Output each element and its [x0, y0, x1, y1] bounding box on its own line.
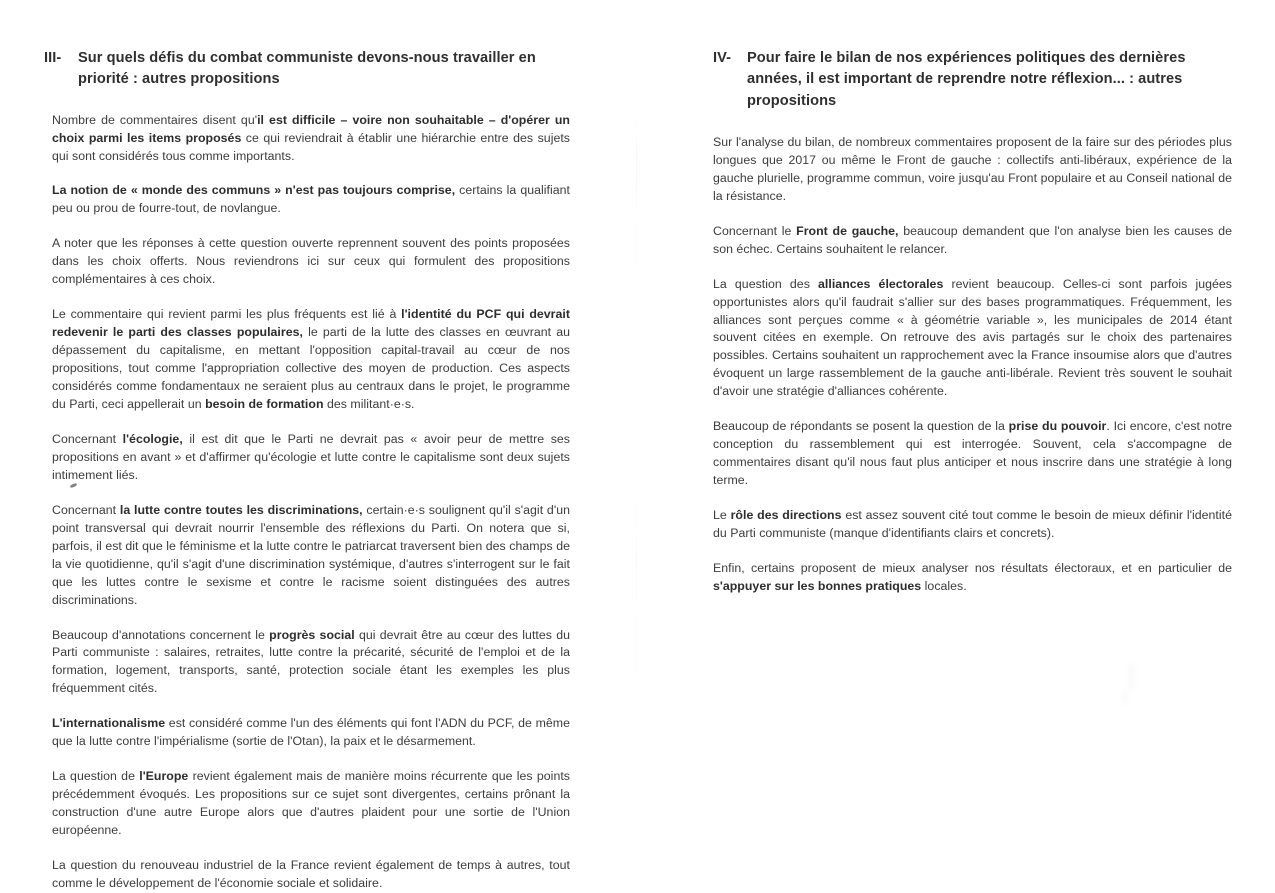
- text-run: ce qui reviendrait à établir une hiérarchie entre des sujets qui sont considérés tous comme importants.: [52, 130, 570, 163]
- paragraph: [52, 502, 570, 610]
- text-run: locales.: [921, 578, 967, 593]
- paragraph: [713, 418, 1232, 490]
- text-run: Sur l'analyse du bilan, de nombreux commentaires proposent de la faire sur des périodes plus longues que 2017 ou même le Front de gauche : collectifs anti-libéraux, expérience de la gauche plurielle, programme commun, voire jusqu'au Front populaire et au Conseil national de la résistance.: [713, 134, 1232, 203]
- text-run: Concernant: [52, 502, 120, 517]
- text-run: est considéré comme l'un des éléments qui font l'ADN du PCF, de même que la lutte contre l'impérialisme (sortie de l'Otan), la paix et le désarmement.: [52, 716, 570, 749]
- text-run: le parti de la lutte des classes en œuvrant au dépassement du capitalisme, en mettant l'opposition capital-travail au cœur de nos propositions, tout comme l'appropriation collective des moyen de production. Ces aspects considérés comme fondamentaux ne seraient plus au centraux dans le projet, le programme du Parti, ceci appellerait un: [52, 325, 570, 411]
- paragraph: [52, 715, 570, 751]
- section-number-iii: III-: [44, 50, 62, 66]
- text-run: Beaucoup de répondants se posent la question de la: [713, 419, 1009, 434]
- text-run: revient également mais de manière moins récurrente que les points précédemment évoqués. Les propositions sur ce sujet sont divergentes, certains prônant la construction d'une autre Europe alors que d'autres plaident pour une sortie de l'Union européenne.: [52, 769, 570, 838]
- paragraph: [713, 134, 1232, 206]
- text-run: Le commentaire qui revient parmi les plus fréquents est lié à: [52, 307, 402, 322]
- paragraph: [713, 276, 1232, 402]
- paragraph: [713, 223, 1232, 259]
- paragraph: [52, 431, 570, 485]
- scan-artifact-smudge: [1122, 690, 1127, 704]
- paragraph: [52, 627, 570, 699]
- emphasis-run: l'écologie,: [122, 431, 183, 446]
- text-run: est assez souvent cité tout comme le besoin de mieux définir l'identité du Parti communiste (manque d'identifiants clairs et concrets).: [713, 508, 1232, 541]
- emphasis-run: L'internationalisme: [52, 716, 166, 731]
- text-run: qui devrait être au cœur des luttes du Parti communiste : salaires, retraites, lutte contre la précarité, sécurité de l'emploi et de la formation, logement, transports, santé, protection sociale étant les exemples les plus fréquemment cités.: [52, 627, 570, 696]
- text-run: La question de: [52, 769, 140, 784]
- document-column-left: [44, 0, 570, 893]
- emphasis-run: besoin de formation: [205, 396, 324, 411]
- scan-artifact-smudge: [1128, 664, 1135, 690]
- paragraph: [52, 182, 570, 218]
- text-run: . Ici encore, c'est notre conception du rassemblement qui est interrogée. Souvent, cela s'accompagne de commentaires disant qu'il nous faut plus anticiper et nous inscrire dans une stratégie à long terme.: [713, 419, 1232, 488]
- text-run: Enfin, certains proposent de mieux analyser nos résultats électoraux, et en particulier de: [713, 561, 1232, 575]
- text-run: La question des: [713, 276, 819, 291]
- text-run: il est dit que le Parti ne devrait pas « avoir peur de mettre ses propositions en avant » et d'affirmer qu'écologie et lutte contre le capitalisme sont deux sujets intimement liés.: [52, 431, 570, 482]
- paragraph: [52, 306, 570, 414]
- emphasis-run: Front de gauche,: [796, 223, 899, 238]
- text-run: Le: [713, 508, 731, 523]
- emphasis-run: rôle des directions: [730, 508, 842, 523]
- text-run: des militant·e·s.: [323, 396, 415, 411]
- section-title-iii: Sur quels défis du combat communiste devons-nous travailler en priorité : autres propositions: [78, 50, 536, 88]
- text-run: Concernant: [52, 431, 123, 446]
- emphasis-run: progrès social: [269, 627, 355, 642]
- paragraph: [713, 507, 1232, 543]
- text-run: Nombre de commentaires disent qu': [52, 112, 258, 127]
- emphasis-run: l'identité du PCF qui devrait redevenir le parti des classes populaires,: [52, 307, 570, 340]
- text-run: beaucoup demandent que l'on analyse bien les causes de son échec. Certains souhaitent le relancer.: [713, 223, 1232, 256]
- paragraph: [713, 560, 1232, 596]
- text-run: Beaucoup d'annotations concernent le: [52, 627, 270, 642]
- paragraph: [52, 857, 570, 893]
- emphasis-run: alliances électorales: [818, 276, 944, 291]
- paragraph: [52, 112, 570, 166]
- scan-fold-line: [636, 0, 637, 775]
- emphasis-run: l'Europe: [139, 769, 189, 784]
- emphasis-run: La notion de « monde des communs » n'est pas toujours comprise,: [52, 183, 456, 198]
- emphasis-run: il est difficile – voire non souhaitable – d'opérer un choix parmi les items proposés: [52, 112, 570, 145]
- text-run: certain·e·s soulignent qu'il s'agit d'un point transversal qui devrait nourrir l'ensemble des réflexions du Parti. On notera que si, parfois, il est dit que le féminisme et la lutte contre le patriarcat traversent bien des champs de la vie quotidienne, qu'il s'agit d'une discrimination systémique, d'autres s'interrogent sur le fait que les luttes contre le sexisme et contre le racisme soient distinguées des autres discriminations.: [52, 502, 570, 607]
- paragraph: [52, 768, 570, 840]
- section-heading-iii: [44, 48, 570, 91]
- text-run: La question du renouveau industriel de la France revient également de temps à autres, tout comme le développement de l'économie sociale et solidaire.: [52, 858, 570, 890]
- emphasis-run: s'appuyer sur les bonnes pratiques: [713, 578, 922, 593]
- text-run: revient beaucoup. Celles-ci sont parfois jugées opportunistes alors qu'il faudrait s'allier sur des bases programmatiques. Fréquemment, les alliances sont perçues comme « à géométrie variable », les municipales de 2014 étant souvent citées en exemple. On retrouve des avis partagés sur le choix des partenaires possibles. Certains souhaitent un rapprochement avec la France insoumise alors que d'autres évoquent un large rassemblement de la gauche anti-libérale. Revient très souvent le souhait d'avoir une stratégie d'alliances cohérente.: [713, 276, 1232, 399]
- text-run: A noter que les réponses à cette question ouverte reprennent souvent des points proposées dans les choix offerts. Nous reviendrons ici sur ceux qui formulent des propositions complémentaires à ces choix.: [52, 236, 570, 287]
- document-column-right: [713, 0, 1232, 596]
- paragraph: [52, 235, 570, 289]
- section-body-iv: [713, 134, 1232, 596]
- text-run: certains la qualifiant peu ou prou de fourre-tout, de novlangue.: [52, 183, 570, 216]
- section-heading-iv: [713, 48, 1232, 112]
- section-body-iii: [44, 112, 570, 893]
- section-number-iv: IV-: [713, 50, 732, 66]
- emphasis-run: prise du pouvoir: [1008, 419, 1107, 434]
- text-run: Concernant le: [713, 223, 797, 238]
- emphasis-run: la lutte contre toutes les discriminations,: [119, 502, 363, 517]
- section-title-iv: Pour faire le bilan de nos expériences politiques des dernières années, il est important de reprendre notre réflexion... : autres propositions: [747, 50, 1186, 109]
